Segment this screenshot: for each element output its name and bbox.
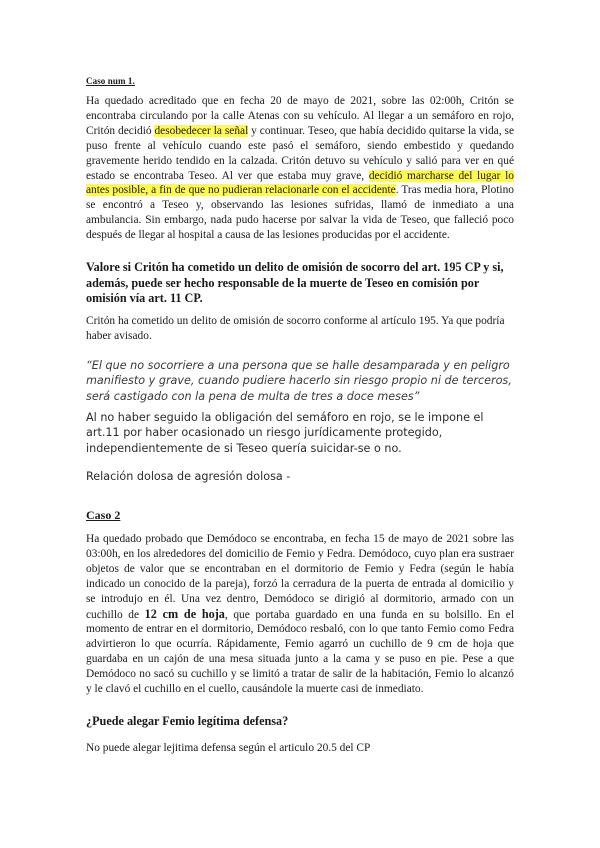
case1-facts-part1: Ha quedado acreditado que en fecha 20 de mayo de 2021, sobre las 02:00h, Critón se encontraba circulando por la calle Atenas con su vehículo. Al llegar a un semáforo en rojo, Critón decidió xyxy=(86,95,514,137)
article-195-quote: “El que no socorriere a una persona que se halle desamparada y en peligro manifiesto y grave, cuando pudiere hacerlo sin riesgo propio ni de terceros, será castigado con la pena de multa de tres a doce meses” xyxy=(86,359,512,403)
case1-question: Valore si Critón ha cometido un delito de omisión de socorro del art. 195 CP y si, además, puede ser hecho responsable de la muerte de Teseo en comisión por omisión vía art. 11 CP. xyxy=(86,260,504,305)
highlight-leave-scene: decidió marcharse del lugar lo antes posible, a fin de que no pudieran relacionarle con el accidente xyxy=(86,169,514,197)
case2-question: ¿Puede alegar Femio legítima defensa? xyxy=(86,714,289,728)
case2-facts-part1: Ha quedado probado que Demódoco se encontraba, en fecha 15 de mayo de 2021 sobre las 03:00h, en los alrededores del domicilio de Femio y Fedra. Demódoco, cuyo plan era sustraer objetos de valor que se encontraban en el dormitorio de Femio y Fedra (según le había indicado un conocido de la pareja), forzó la cerradura de la puerta de entrada al domicilio y se introdujo en él. Una vez dentro, Demódoco se dirigió al dormitorio, armado con un cuchillo de xyxy=(86,533,514,621)
case2-heading: Caso 2 xyxy=(86,508,121,522)
highlight-disobey-signal: desobedecer la señal xyxy=(154,124,249,137)
case1-answer-omission: Critón ha cometido un delito de omisión de socorro conforme al artículo 195. Ya que podría haber avisado. xyxy=(86,315,505,342)
case1-facts-part3: . Tras media hora, Plotino se encontró a Teseo y, observando las lesiones sufridas, llamó de inmediato a una ambulancia. Sin embargo, nada pudo hacerse por salvar la vida de Teseo, que falleció poco después de llegar al hospital a causa de las lesiones producidas por el accidente. xyxy=(86,184,514,242)
case1-facts-paragraph xyxy=(86,94,514,243)
case2-facts-part2: , que portaba guardado en una funda en su bolsillo. En el momento de entrar en el dormitorio, Demódoco resbaló, con lo que tanto Femio como Fedra advirtieron lo que ocurría. Rápidamente, Femio agarró un cuchillo de 9 cm de hoja que guardaba en un cajón de una mesa situada junto a la cama y se puso en pie. Pese a que Demódoco no sacó su cuchillo y se limitó a tratar de salir de la habitación, Femio lo alcanzó y le clavó el cuchillo en el cuello, causándole la muerte casi de inmediato. xyxy=(86,608,514,696)
case1-facts-part2: y continuar. Teseo, que había decidido quitarse la vida, se puso frente al vehículo cuando este pasó el semáforo, siendo embestido y quedando gravemente herido tendido en la calzada. Critón detuvo su vehículo y salió para ver en qué estado se encontraba Teseo. Al ver que estaba muy grave, xyxy=(86,124,514,182)
case1-answer-art11: Al no haber seguido la obligación del semáforo en rojo, se le impone el art.11 por haber ocasionado un riesgo jurídicamente protegido, independientemente de si Teseo quería suicidar-se o no. xyxy=(86,411,484,455)
case1-answer-relation: Relación dolosa de agresión dolosa - xyxy=(86,470,291,483)
knife-length-bold: 12 cm de hoja xyxy=(144,606,225,621)
case2-facts-paragraph xyxy=(86,532,514,697)
case2-answer: No puede alegar lejitima defensa según el articulo 20.5 del CP xyxy=(86,742,371,754)
case1-heading: Caso num 1. xyxy=(86,76,135,86)
